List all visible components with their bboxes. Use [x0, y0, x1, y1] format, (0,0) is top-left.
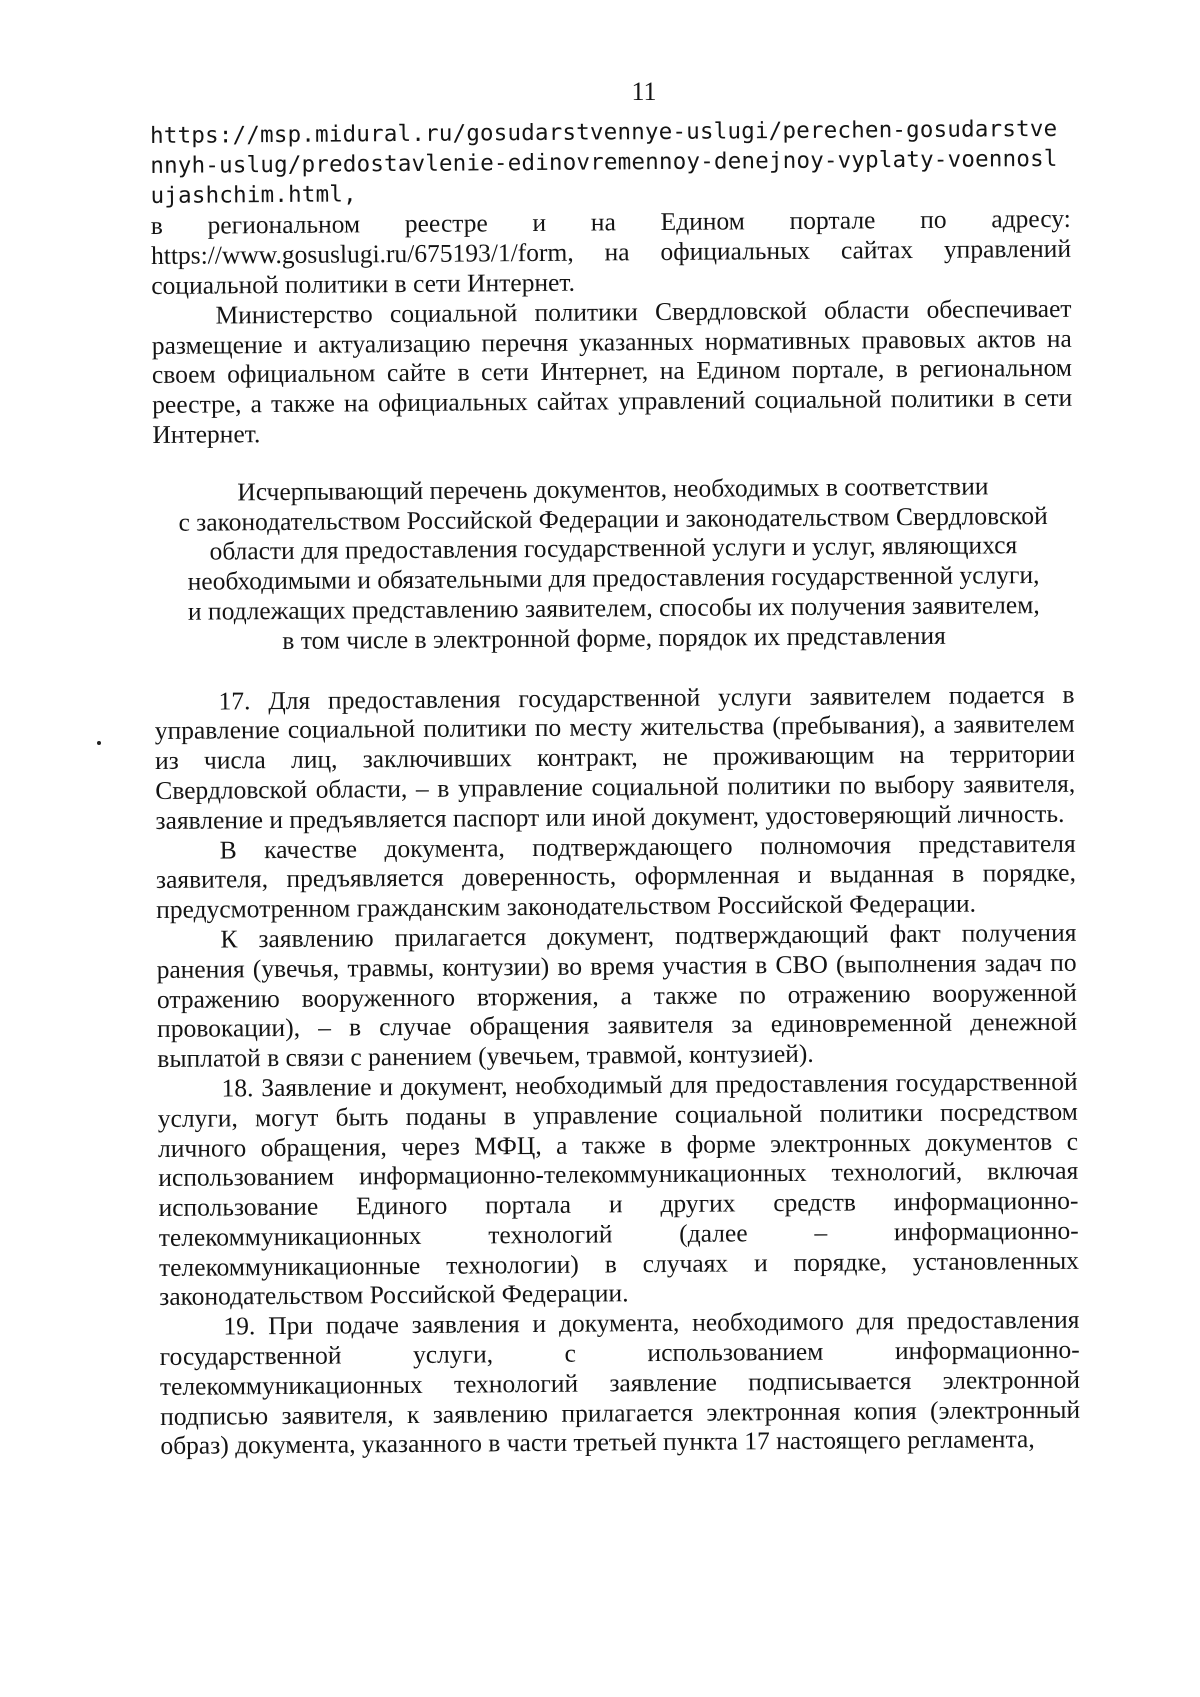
paragraph-17-text: Для предоставления государственной услуги заявителем подается в управление социальной политики по месту жительства (пребывания), а заявителем из числа лиц, заключивших контракт, не проживающим на территории Свердловской области, – в управление социальной политики по выбору заявителя, заявление и предъявляется паспорт или иной документ, удостоверяющий личность. [154, 679, 1076, 835]
heading-line: и подлежащих представлению заявителем, способы их получения заявителем, [187, 589, 1040, 626]
paragraph-17-number: 17. [218, 685, 251, 716]
heading-line: в том числе в электронной форме, порядок их представления [282, 620, 946, 655]
heading-line: Исчерпывающий перечень документов, необходимых в соответствии [237, 471, 989, 507]
regional-registry-url: https://msp.midural.ru/gosudarstvennye-uslugi/perechen-gosudarstvennyh-uslug/predostavlenie-edinovremennoy-denejnoy-vyplaty-voennoslujashchim.html, [150, 115, 1058, 209]
paragraph-18-number: 18. [221, 1073, 254, 1103]
paragraph-19-text: При подаче заявления и документа, необходимого для предоставления государственной услуги, с использованием информационно-телекоммуникационных технологий заявление подписывается электронной подписью заявителя, к заявлению прилагается электронная копия (электронный образ) документа, указанного в части третьей пункта 17 настоящего регламента, [159, 1305, 1081, 1461]
scan-speck [97, 741, 101, 745]
document-body [150, 115, 1080, 1461]
paragraph-17-representative: В качестве документа, подтверждающего полномочия представителя заявителя, предъявляется доверенность, оформленная и выданная в порядке, предусмотренном гражданским законодательством Российской Федерации. [155, 828, 1077, 925]
paragraph-18-text: Заявление и документ, необходимый для предоставления государственной услуги, могут быть поданы в управление социальной политики посредством личного обращения, через МФЦ, а также в форме электронных документов с использованием информационно-телекоммуникационных технологий, включая использование Единого портала и других средств информационно-телекоммуникационных технологий (далее – информационно-телекоммуникационные технологии) в случаях и порядке, установленных законодательством Российской Федерации. [157, 1066, 1080, 1312]
intro-paragraph [150, 115, 1071, 301]
paragraph-17 [154, 679, 1075, 835]
heading-line: необходимыми и обязательными для предоставления государственной услуги, [187, 560, 1040, 596]
heading-line: области для предоставления государственной услуги и услуг, являющихся [209, 530, 1018, 566]
ministry-paragraph: Министерство социальной политики Свердловской области обеспечивает размещение и актуализацию перечня указанных нормативных правовых актов на своем официальном сайте в сети Интернет, на Едином портале, в региональном реестре, а также на официальных сайтах управлений социальной политики в сети Интернет. [151, 293, 1073, 449]
paragraph-19-number: 19. [223, 1311, 256, 1341]
heading-line: с законодательством Российской Федерации и законодательством Свердловской [178, 500, 1048, 537]
paragraph-17-document: К заявлению прилагается документ, подтверждающий факт получения ранения (увечья, травмы, контузии) во время участия в СВО (выполнения задач по отражению вооруженного вторжения, а также по отражению вооруженной провокации), – в случае обращения заявителя за единовременной денежной выплатой в связи с ранением (увечьем, травмой, контузией). [156, 917, 1078, 1074]
intro-text: в региональном реестре и на Едином портале по адресу: https://www.gosuslugi.ru/675193/1/form, на официальных сайтах управлений социальной политики в сети Интернет. [150, 204, 1072, 300]
page-number: 11 [631, 77, 657, 106]
section-heading [153, 471, 1074, 657]
paragraph-19 [159, 1305, 1080, 1461]
paragraph-18 [157, 1067, 1079, 1313]
